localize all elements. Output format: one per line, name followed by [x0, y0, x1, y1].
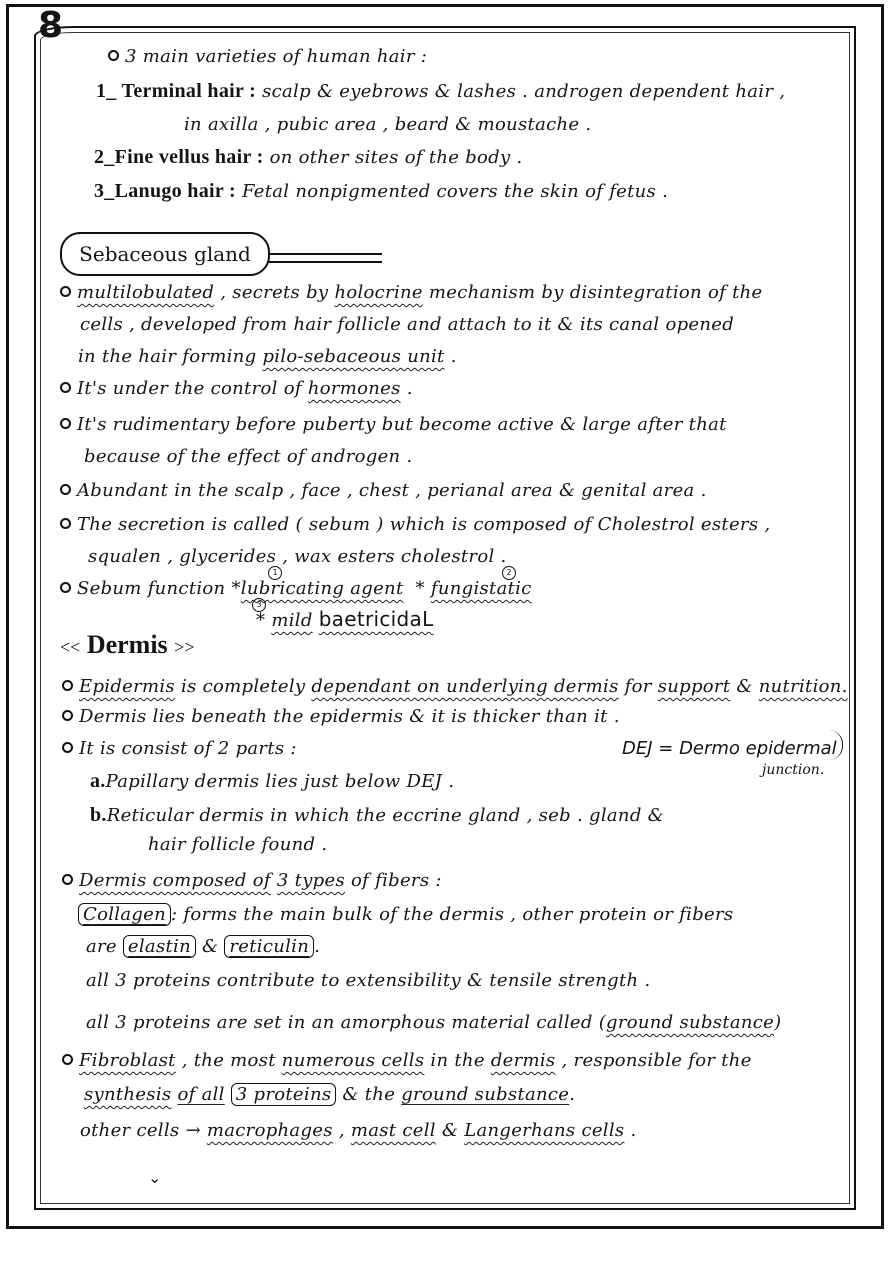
- dermis-line-4: a.Papillary dermis lies just below DEJ .: [90, 770, 455, 792]
- sebaceous-line-9: squalen , glycerides , wax esters cholestrol .: [88, 546, 507, 567]
- dermis-heading: << Dermis >>: [60, 630, 195, 659]
- bullet-icon: [62, 742, 73, 753]
- dermis-line-11: all 3 proteins are set in an amorphous material called (ground substance): [86, 1012, 782, 1033]
- circled-number-2: 2: [502, 566, 516, 580]
- dej-side-note-2: junction.: [762, 762, 825, 778]
- page-number: 8: [38, 5, 64, 46]
- sebaceous-line-4: It's under the control of hormones .: [60, 378, 413, 400]
- sebaceous-line-6: because of the effect of androgen .: [84, 446, 413, 467]
- sebum-function-line: Sebum function *lubricating agent * fungistatic: [60, 578, 532, 600]
- bullet-icon: [62, 874, 73, 885]
- sebaceous-line-1: multilobulated , secrets by holocrine mechanism by disintegration of the: [60, 282, 762, 304]
- heading-underline-decoration: [268, 253, 382, 263]
- sebaceous-line-8: The secretion is called ( sebum ) which is composed of Cholestrol esters ,: [60, 514, 770, 536]
- terminal-hair-line: 1_ Terminal hair : scalp & eyebrows & lashes . androgen dependent hair ,: [96, 80, 786, 102]
- dermis-line-13: synthesis of all 3 proteins & the ground substance.: [84, 1084, 576, 1105]
- bullet-icon: [60, 484, 71, 495]
- dermis-line-2: Dermis lies beneath the epidermis & it is thicker than it .: [62, 706, 620, 728]
- circled-number-3: 3: [252, 598, 266, 612]
- sebaceous-line-7: Abundant in the scalp , face , chest , perianal area & genital area .: [60, 480, 707, 502]
- sebaceous-line-5: It's rudimentary before puberty but become active & large after that: [60, 414, 727, 436]
- bullet-icon: [60, 286, 71, 297]
- sebum-function-line-2: * mild baetricidaL: [256, 607, 434, 631]
- bullet-icon: [62, 680, 73, 691]
- bullet-icon: [108, 50, 119, 61]
- sebaceous-heading: Sebaceous gland: [60, 232, 270, 276]
- dermis-line-9: are elastin & reticulin .: [86, 936, 321, 957]
- bullet-icon: [60, 582, 71, 593]
- sebaceous-line-2: cells , developed from hair follicle and attach to it & its canal opened: [80, 314, 735, 335]
- dermis-line-3: It is consist of 2 parts :: [62, 738, 297, 760]
- sebaceous-line-3: in the hair forming pilo-sebaceous unit .: [78, 346, 457, 367]
- dermis-line-12: Fibroblast , the most numerous cells in the dermis , responsible for the: [62, 1050, 752, 1072]
- bullet-icon: [62, 1054, 73, 1065]
- bullet-icon: [60, 418, 71, 429]
- dermis-line-10: all 3 proteins contribute to extensibility & tensile strength .: [86, 970, 651, 991]
- dej-side-note: DEJ = Dermo epidermal: [622, 738, 837, 759]
- vellus-hair-line: 2_Fine vellus hair : on other sites of the body .: [94, 146, 523, 168]
- dermis-line-7: Dermis composed of 3 types of fibers :: [62, 870, 442, 892]
- dermis-line-6: hair follicle found .: [148, 834, 328, 855]
- dermis-line-14: other cells → macrophages , mast cell & Langerhans cells .: [80, 1120, 637, 1141]
- dermis-line-1: Epidermis is completely dependant on underlying dermis for support & nutrition.: [62, 676, 848, 698]
- lanugo-hair-line: 3_Lanugo hair : Fetal nonpigmented covers the skin of fetus .: [94, 180, 669, 202]
- hair-intro: 3 main varieties of human hair :: [108, 46, 427, 68]
- arrow-right-icon: →: [185, 1120, 201, 1141]
- bullet-icon: [60, 518, 71, 529]
- dermis-line-8: Collagen : forms the main bulk of the dermis , other protein or fibers: [78, 904, 733, 926]
- circled-number-1: 1: [268, 566, 282, 580]
- dermis-line-5: b.Reticular dermis in which the eccrine gland , seb . gland &: [90, 804, 664, 826]
- terminal-hair-line-2: in axilla , pubic area , beard & moustache .: [184, 114, 592, 135]
- bullet-icon: [60, 382, 71, 393]
- pen-mark-decoration: ⌄: [148, 1168, 162, 1187]
- bullet-icon: [62, 710, 73, 721]
